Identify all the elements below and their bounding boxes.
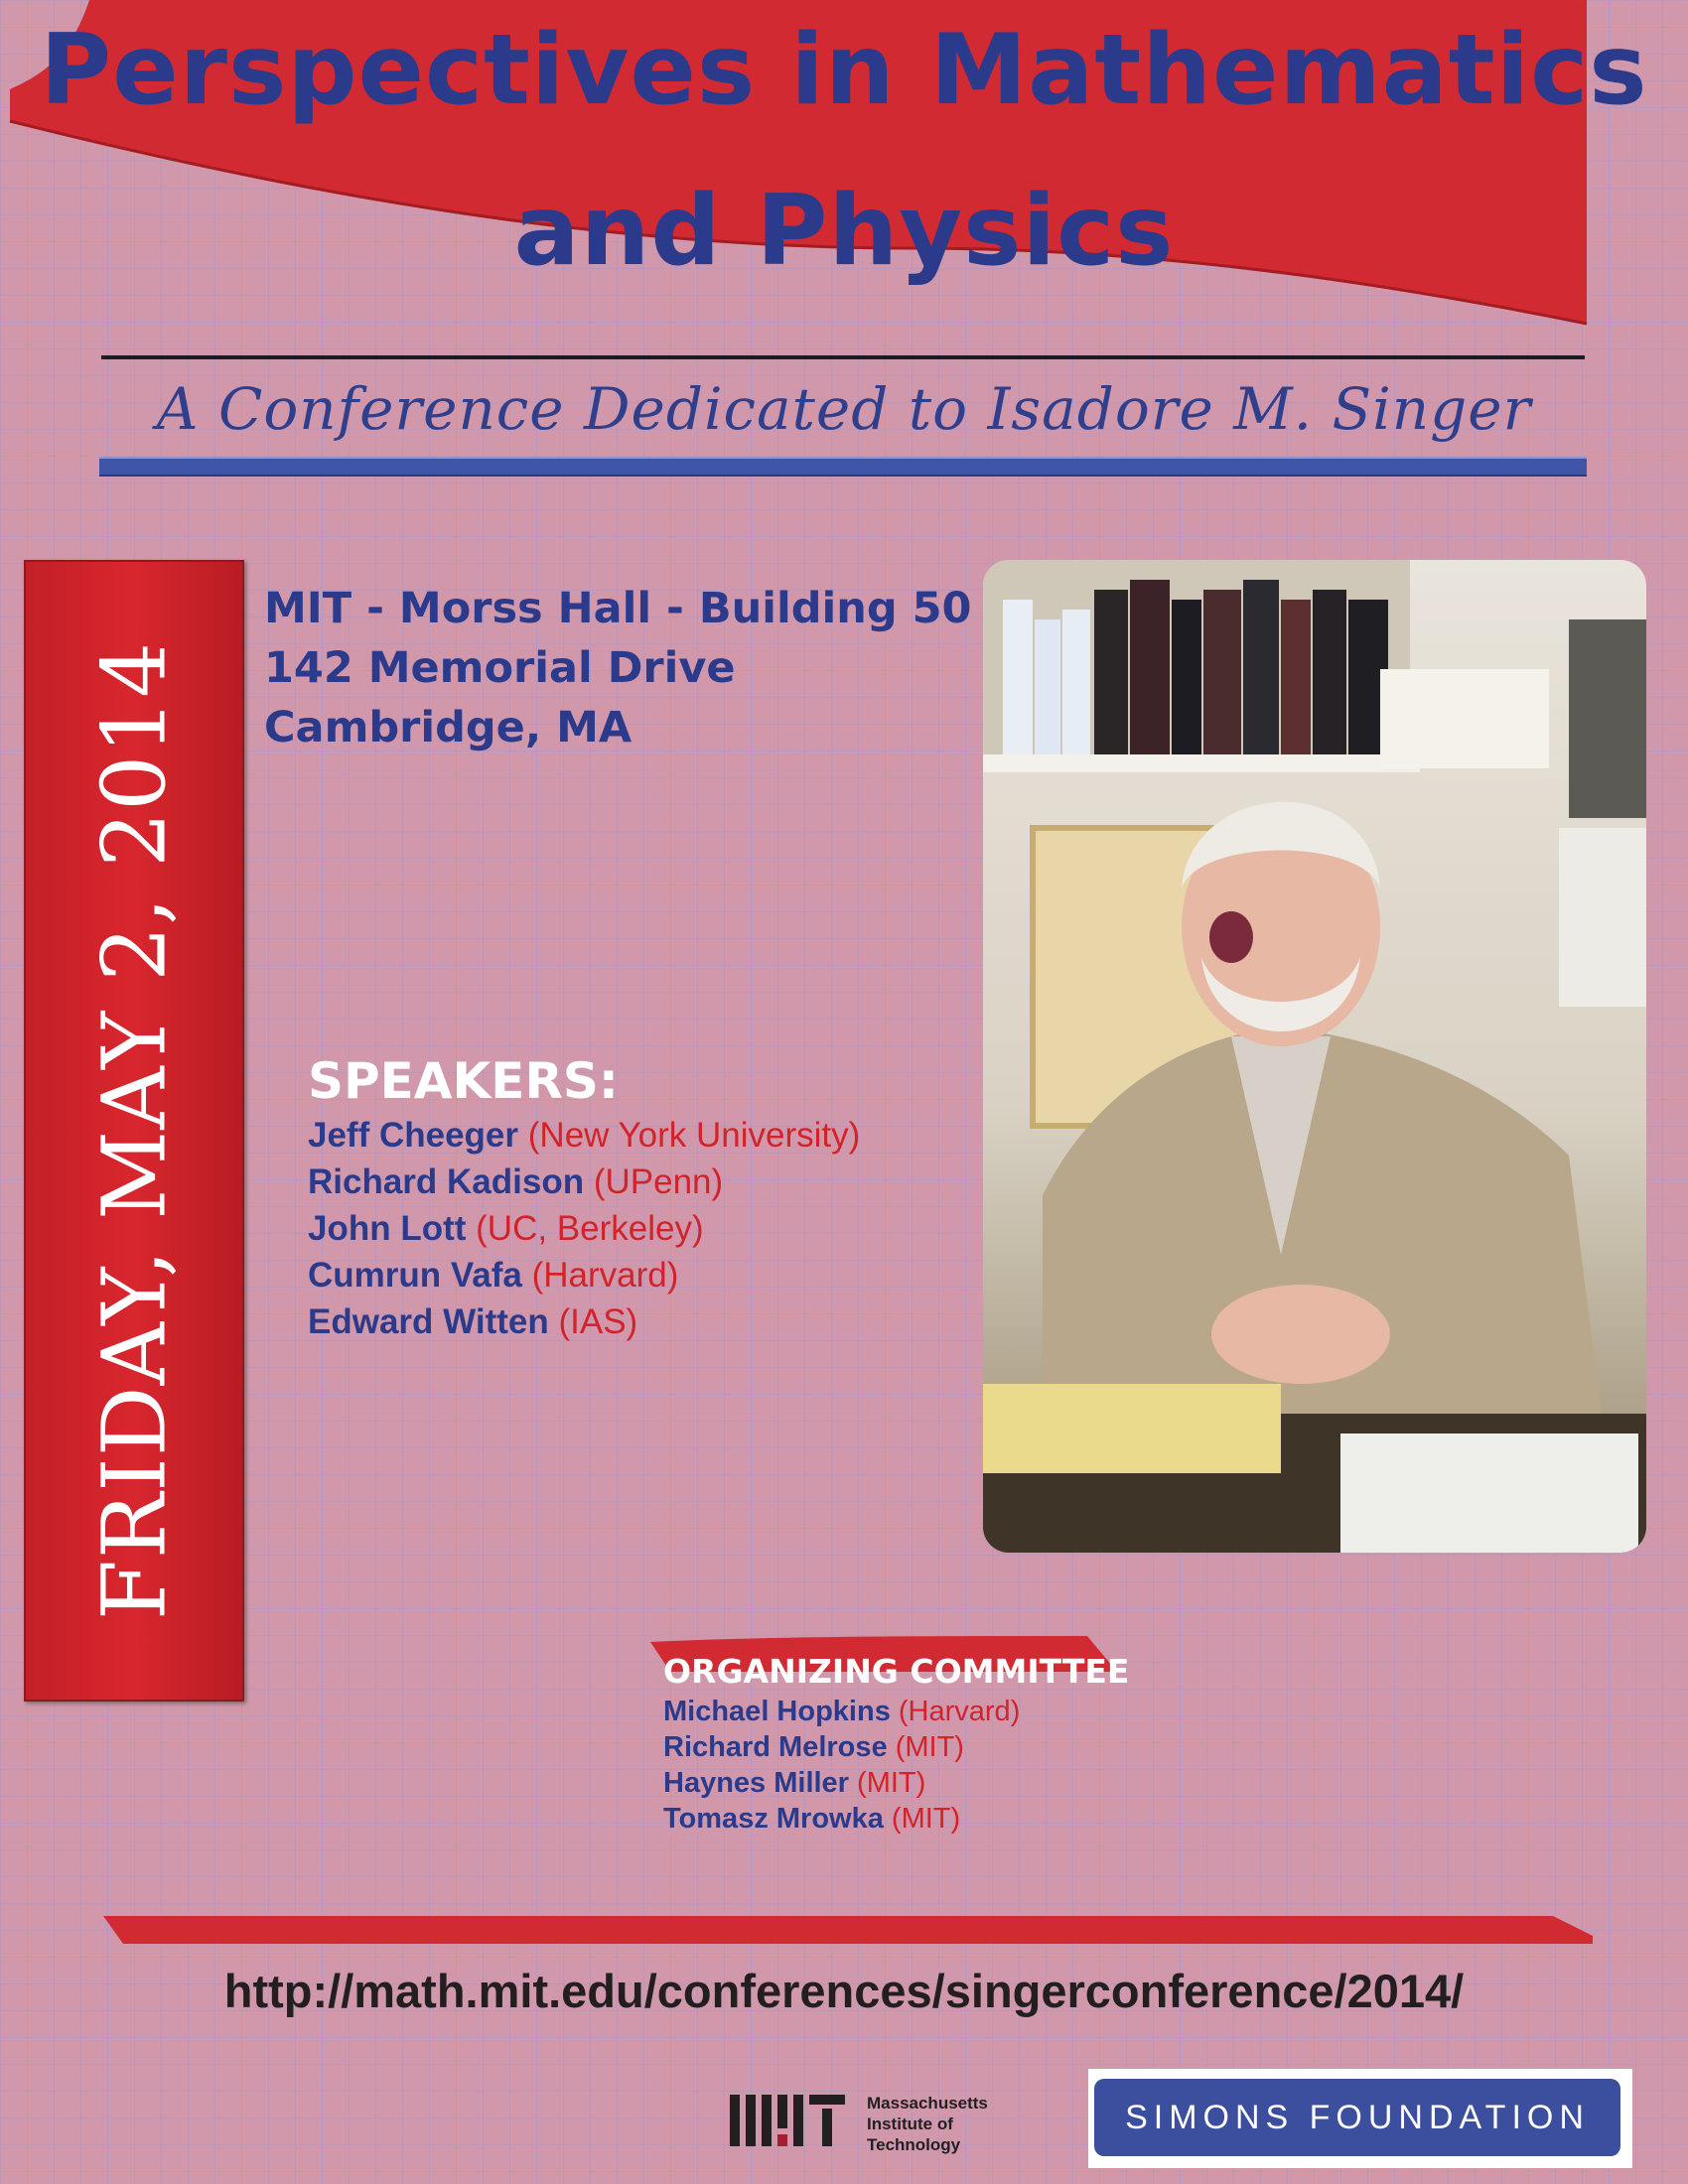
mit-logo xyxy=(730,2093,1028,2156)
speaker-row xyxy=(308,1302,637,1342)
divider-bottom xyxy=(99,457,1587,477)
portrait-illustration xyxy=(983,560,1646,1553)
footer-bar xyxy=(103,1916,1593,1944)
mit-name-line-2: Institute of xyxy=(867,2115,953,2133)
venue-line-2: 142 Memorial Drive xyxy=(264,643,736,693)
speaker-name: Cumrun Vafa xyxy=(308,1256,522,1295)
committee-name: Tomasz Mrowka xyxy=(663,1803,884,1835)
page-title-line-2: and Physics xyxy=(513,175,1175,288)
simons-logo-plate xyxy=(1094,2079,1620,2156)
speaker-affiliation: (New York University) xyxy=(527,1116,861,1155)
speaker-row xyxy=(308,1116,860,1156)
speaker-row xyxy=(308,1256,678,1296)
date-panel xyxy=(24,560,244,1702)
mit-name-line-1: Massachusetts xyxy=(867,2094,988,2113)
conference-url-link[interactable]: http://math.mit.edu/conferences/singerconference/2014/ xyxy=(223,1965,1465,2017)
committee-affiliation: (Harvard) xyxy=(898,1696,1021,1727)
speakers-heading: SPEAKERS: xyxy=(308,1052,619,1110)
venue-line-3: Cambridge, MA xyxy=(264,703,633,752)
speaker-affiliation: (UC, Berkeley) xyxy=(476,1209,704,1248)
speaker-name: Edward Witten xyxy=(308,1302,549,1341)
committee-name: Haynes Miller xyxy=(663,1767,849,1799)
simons-logo-text: SIMONS FOUNDATION xyxy=(1125,2098,1590,2136)
committee-name: Michael Hopkins xyxy=(663,1696,891,1727)
mit-name xyxy=(867,2093,1036,2155)
conference-subtitle: A Conference Dedicated to Isadore M. Singer xyxy=(156,375,1532,443)
committee-row xyxy=(663,1696,1020,1728)
committee-affiliation: (MIT) xyxy=(857,1767,926,1799)
speaker-row xyxy=(308,1209,704,1249)
committee-heading: ORGANIZING COMMITTEE xyxy=(663,1652,1130,1691)
divider-top xyxy=(101,355,1585,359)
committee-name: Richard Melrose xyxy=(663,1731,888,1763)
committee-affiliation: (MIT) xyxy=(895,1731,964,1763)
speaker-name: John Lott xyxy=(308,1209,467,1248)
event-date: FRIDAY, MAY 2, 2014 xyxy=(82,640,186,1621)
speaker-name: Jeff Cheeger xyxy=(308,1116,519,1155)
simons-foundation-logo xyxy=(1088,2069,1632,2168)
page-title-line-1: Perspectives in Mathematics xyxy=(40,14,1648,127)
committee-row xyxy=(663,1767,925,1800)
mit-logo-icon xyxy=(730,2093,849,2148)
speaker-affiliation: (UPenn) xyxy=(593,1162,724,1201)
portrait-photo xyxy=(983,560,1646,1553)
committee-row xyxy=(663,1803,960,1836)
speaker-affiliation: (IAS) xyxy=(558,1302,638,1341)
speaker-affiliation: (Harvard) xyxy=(531,1256,679,1295)
committee-row xyxy=(663,1731,964,1764)
committee-affiliation: (MIT) xyxy=(891,1803,961,1835)
mit-name-line-3: Technology xyxy=(867,2135,961,2154)
speaker-row xyxy=(308,1162,723,1202)
speaker-name: Richard Kadison xyxy=(308,1162,585,1201)
venue-line-1: MIT - Morss Hall - Building 50 xyxy=(264,584,972,633)
